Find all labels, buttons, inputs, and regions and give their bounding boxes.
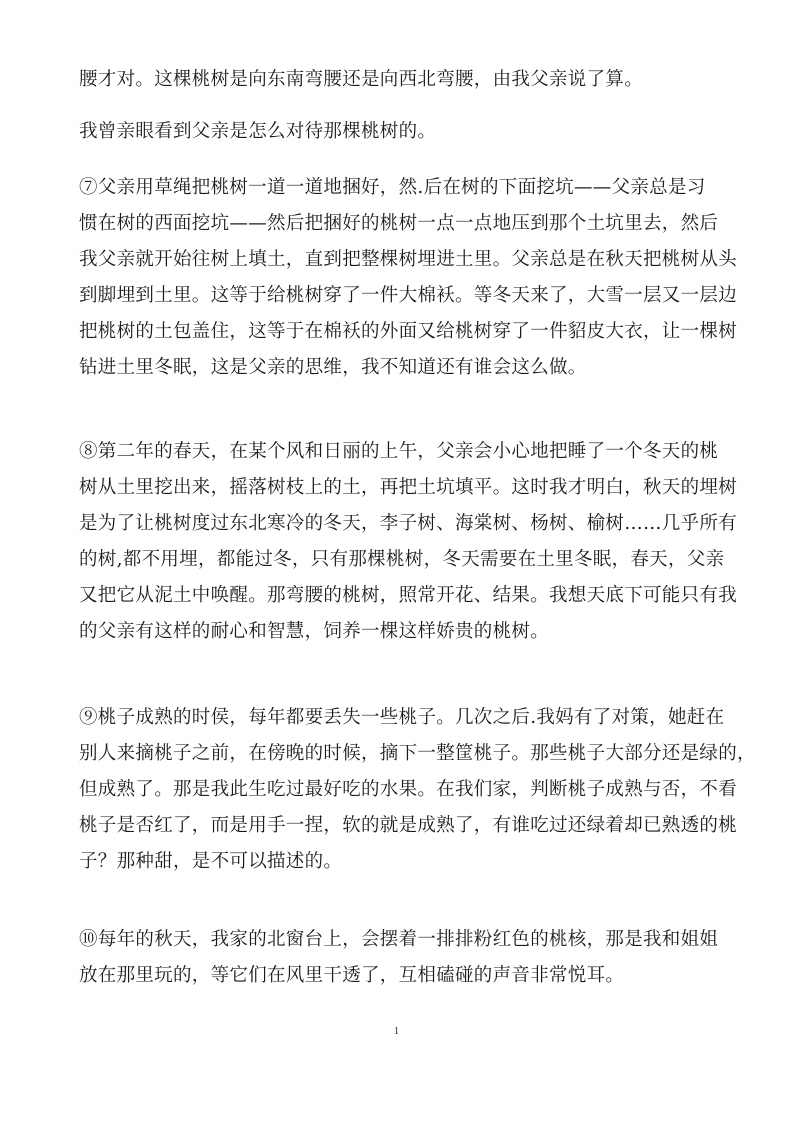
text-line: 钻进土里冬眠，这是父亲的思维，我不知道还有谁会这么做。	[79, 357, 587, 378]
text-line: 我曾亲眼看到父亲是怎么对待那棵桃树的。	[79, 121, 437, 142]
paragraph-7	[79, 170, 738, 386]
text-line: 但成熟了。那是我此生吃过最好吃的水果。在我们家，判断桃子成熟与否，不看	[79, 779, 738, 800]
text-line: 把桃树的土包盖住，这等于在棉袄的外面又给桃树穿了一件貂皮大衣，让一棵树	[79, 321, 738, 342]
paragraph-8	[79, 434, 738, 650]
page-number: 1	[393, 1025, 400, 1037]
text-line: 子？那种甜，是不可以描述的。	[79, 851, 343, 872]
text-line: 桃子是否红了，而是用手一捏，软的就是成熟了，有谁吃过还绿着却已熟透的桃	[79, 815, 738, 836]
text-line: 放在那里玩的，等它们在风里干透了，互相磕碰的声音非常悦耳。	[79, 965, 625, 986]
text-line: 腰才对。这棵桃树是向东南弯腰还是向西北弯腰，由我父亲说了算。	[79, 69, 644, 90]
text-line: 的父亲有这样的耐心和智慧，饲养一棵这样娇贵的桃树。	[79, 621, 550, 642]
paragraph-intro	[79, 114, 719, 150]
text-line: 别人来摘桃子之前，在傍晚的时候，摘下一整筐桃子。那些桃子大部分还是绿的，	[79, 743, 756, 764]
text-line: 又把它从泥土中唤醒。那弯腰的桃树，照常开花、结果。我想天底下可能只有我	[79, 585, 738, 606]
text-line: 到脚埋到土里。这等于给桃树穿了一件大棉袄。等冬天来了，大雪一层又一层边	[79, 285, 738, 306]
text-line: 的树,都不用埋，都能过冬，只有那棵桃树，冬天需要在土里冬眠，春天，父亲	[79, 549, 725, 570]
text-line: ⑨桃子成熟的时侯，每年都要丢失一些桃子。几次之后.我妈有了对策，她赶在	[79, 707, 725, 728]
text-line: ⑩每年的秋天，我家的北窗台上，会摆着一排排粉红色的桃核，那是我和姐姐	[79, 929, 719, 950]
paragraph-10	[79, 922, 719, 994]
text-line: 惯在树的西面挖坑——然后把捆好的桃树一点一点地压到那个土坑里去，然后	[79, 213, 719, 234]
paragraph-9	[79, 700, 756, 880]
text-line: 是为了让桃树度过东北寒冷的冬天，李子树、海棠树、杨树、榆树……几乎所有	[79, 513, 738, 534]
text-line: ⑧第二年的春天，在某个风和日丽的上午，父亲会小心地把睡了一个冬天的桃	[79, 441, 719, 462]
text-line: 我父亲就开始往树上填土，直到把整棵树埋进土里。父亲总是在秋天把桃树从头	[79, 249, 738, 270]
text-line: ⑦父亲用草绳把桃树一道一道地捆好，然.后在树的下面挖坑——父亲总是习	[79, 177, 706, 198]
paragraph-opening	[79, 62, 719, 98]
text-line: 树从土里挖出来，摇落树枝上的土，再把土坑填平。这时我才明白，秋天的埋树	[79, 477, 738, 498]
